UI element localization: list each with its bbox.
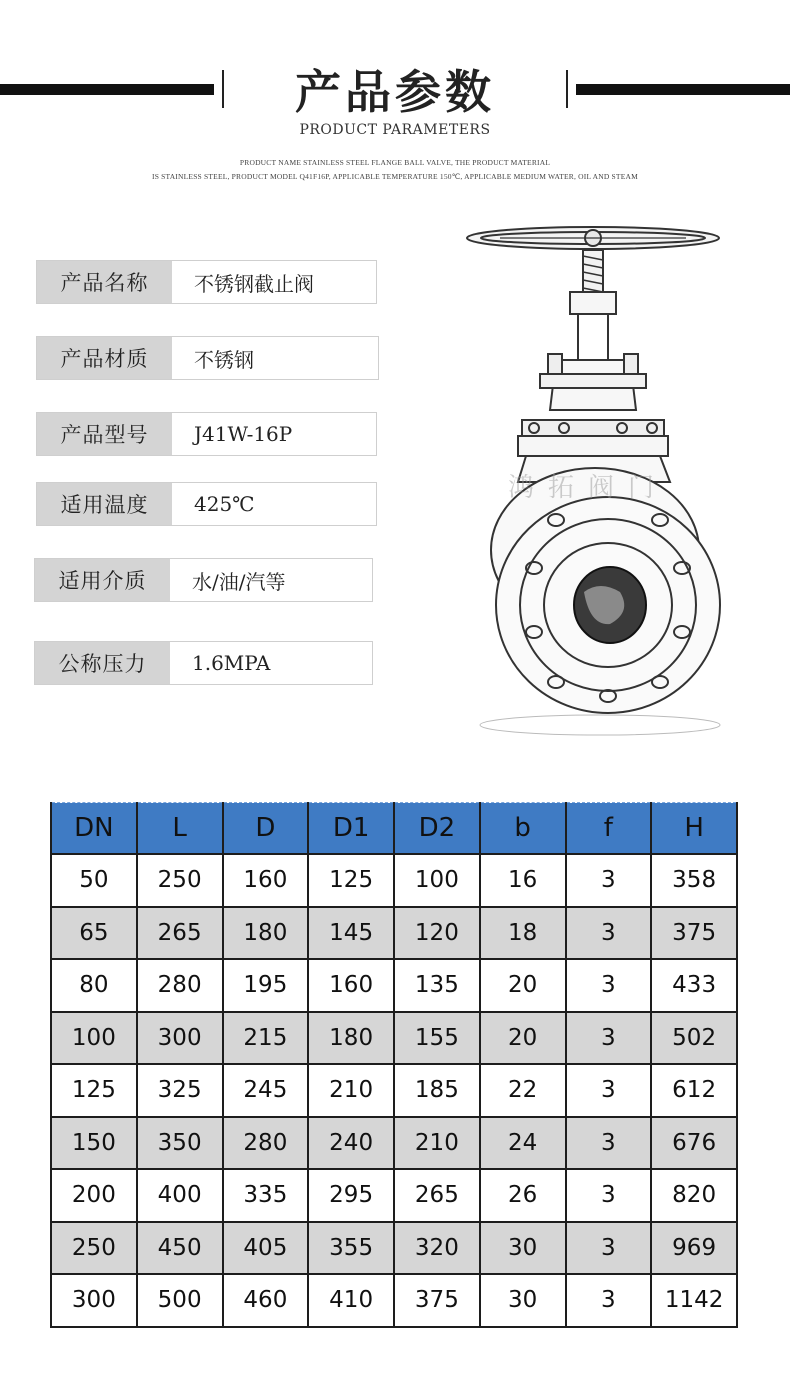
- table-cell: 500: [137, 1274, 223, 1327]
- table-cell: 3: [566, 1169, 652, 1222]
- table-cell: 3: [566, 1012, 652, 1065]
- table-cell: 150: [51, 1117, 137, 1170]
- table-row: [51, 854, 737, 907]
- table-row: [51, 959, 737, 1012]
- page-title: 产品参数: [295, 65, 495, 119]
- table-cell: 335: [223, 1169, 309, 1222]
- table-cell: 135: [394, 959, 480, 1012]
- param-label: 公称压力: [35, 642, 170, 684]
- table-cell: 450: [137, 1222, 223, 1275]
- table-row: [51, 1064, 737, 1117]
- column-header: D2: [394, 803, 480, 855]
- table-header-row: [51, 803, 737, 855]
- table-cell: 3: [566, 854, 652, 907]
- table-cell: 215: [223, 1012, 309, 1065]
- table-row: [51, 1169, 737, 1222]
- table-cell: 30: [480, 1274, 566, 1327]
- column-header: D: [223, 803, 309, 855]
- table-cell: 325: [137, 1064, 223, 1117]
- table-cell: 210: [394, 1117, 480, 1170]
- table-cell: 65: [51, 907, 137, 960]
- table-cell: 180: [223, 907, 309, 960]
- table-cell: 3: [566, 907, 652, 960]
- table-cell: 26: [480, 1169, 566, 1222]
- table-cell: 676: [651, 1117, 737, 1170]
- table-cell: 24: [480, 1117, 566, 1170]
- table-cell: 245: [223, 1064, 309, 1117]
- table-cell: 3: [566, 959, 652, 1012]
- table-cell: 18: [480, 907, 566, 960]
- table-cell: 3: [566, 1222, 652, 1275]
- table-cell: 22: [480, 1064, 566, 1117]
- param-label: 产品名称: [37, 261, 172, 303]
- table-cell: 375: [651, 907, 737, 960]
- table-cell: 405: [223, 1222, 309, 1275]
- table-cell: 265: [137, 907, 223, 960]
- param-value: 1.6MPA: [170, 642, 372, 684]
- table-cell: 300: [137, 1012, 223, 1065]
- column-header: f: [566, 803, 652, 855]
- table-row: [51, 1117, 737, 1170]
- page-subtitle: PRODUCT PARAMETERS: [299, 122, 491, 138]
- table-cell: 160: [223, 854, 309, 907]
- table-cell: 195: [223, 959, 309, 1012]
- table-cell: 502: [651, 1012, 737, 1065]
- table-row: [51, 1274, 737, 1327]
- table-cell: 820: [651, 1169, 737, 1222]
- table-cell: 1142: [651, 1274, 737, 1327]
- table-cell: 145: [308, 907, 394, 960]
- column-header: D1: [308, 803, 394, 855]
- table-cell: 50: [51, 854, 137, 907]
- table-cell: 265: [394, 1169, 480, 1222]
- column-header: DN: [51, 803, 137, 855]
- column-header: L: [137, 803, 223, 855]
- param-value: 425℃: [172, 483, 376, 525]
- table-cell: 155: [394, 1012, 480, 1065]
- table-cell: 20: [480, 1012, 566, 1065]
- table-cell: 125: [308, 854, 394, 907]
- column-header: b: [480, 803, 566, 855]
- table-cell: 612: [651, 1064, 737, 1117]
- param-row-pressure: [34, 641, 373, 685]
- table-cell: 100: [51, 1012, 137, 1065]
- table-cell: 355: [308, 1222, 394, 1275]
- table-cell: 295: [308, 1169, 394, 1222]
- gate-valve-illustration: [460, 220, 730, 740]
- table-row: [51, 1222, 737, 1275]
- table-cell: 300: [51, 1274, 137, 1327]
- param-value: J41W-16P: [172, 413, 376, 455]
- watermark-text: 鸿拓阀门: [508, 473, 669, 503]
- table-cell: 280: [223, 1117, 309, 1170]
- table-cell: 100: [394, 854, 480, 907]
- param-value: 水/油/汽等: [170, 559, 372, 601]
- param-value: 不锈钢截止阀: [172, 261, 376, 303]
- table-cell: 180: [308, 1012, 394, 1065]
- table-cell: 3: [566, 1117, 652, 1170]
- table-cell: 350: [137, 1117, 223, 1170]
- table-cell: 280: [137, 959, 223, 1012]
- table-cell: 320: [394, 1222, 480, 1275]
- table-cell: 30: [480, 1222, 566, 1275]
- table-cell: 80: [51, 959, 137, 1012]
- table-cell: 358: [651, 854, 737, 907]
- table-cell: 400: [137, 1169, 223, 1222]
- table-cell: 200: [51, 1169, 137, 1222]
- table-cell: 375: [394, 1274, 480, 1327]
- table-cell: 16: [480, 854, 566, 907]
- param-label: 产品型号: [37, 413, 172, 455]
- table-cell: 185: [394, 1064, 480, 1117]
- param-row-model: [36, 412, 377, 456]
- description-line-2: IS STAINLESS STEEL, PRODUCT MODEL Q41F16P, APPLICABLE TEMPERATURE 150℃, APPLICABLE MEDIUM WATER, OIL AND STEAM: [152, 172, 638, 181]
- table-cell: 250: [51, 1222, 137, 1275]
- param-row-name: [36, 260, 377, 304]
- table-row: [51, 1012, 737, 1065]
- table-cell: 3: [566, 1274, 652, 1327]
- dimension-table: [50, 802, 738, 1328]
- table-cell: 240: [308, 1117, 394, 1170]
- table-cell: 410: [308, 1274, 394, 1327]
- table-row: [51, 907, 737, 960]
- param-label: 适用温度: [37, 483, 172, 525]
- param-label: 适用介质: [35, 559, 170, 601]
- table-cell: 160: [308, 959, 394, 1012]
- table-cell: 120: [394, 907, 480, 960]
- description-line-1: PRODUCT NAME STAINLESS STEEL FLANGE BALL VALVE, THE PRODUCT MATERIAL: [239, 158, 551, 167]
- param-label: 产品材质: [37, 337, 172, 379]
- table-cell: 210: [308, 1064, 394, 1117]
- table-cell: 125: [51, 1064, 137, 1117]
- param-row-temperature: [36, 482, 377, 526]
- param-row-medium: [34, 558, 373, 602]
- param-row-material: [36, 336, 379, 380]
- column-header: H: [651, 803, 737, 855]
- table-cell: 433: [651, 959, 737, 1012]
- param-value: 不锈钢: [172, 337, 378, 379]
- table-cell: 969: [651, 1222, 737, 1275]
- table-cell: 3: [566, 1064, 652, 1117]
- table-cell: 460: [223, 1274, 309, 1327]
- table-cell: 20: [480, 959, 566, 1012]
- table-cell: 250: [137, 854, 223, 907]
